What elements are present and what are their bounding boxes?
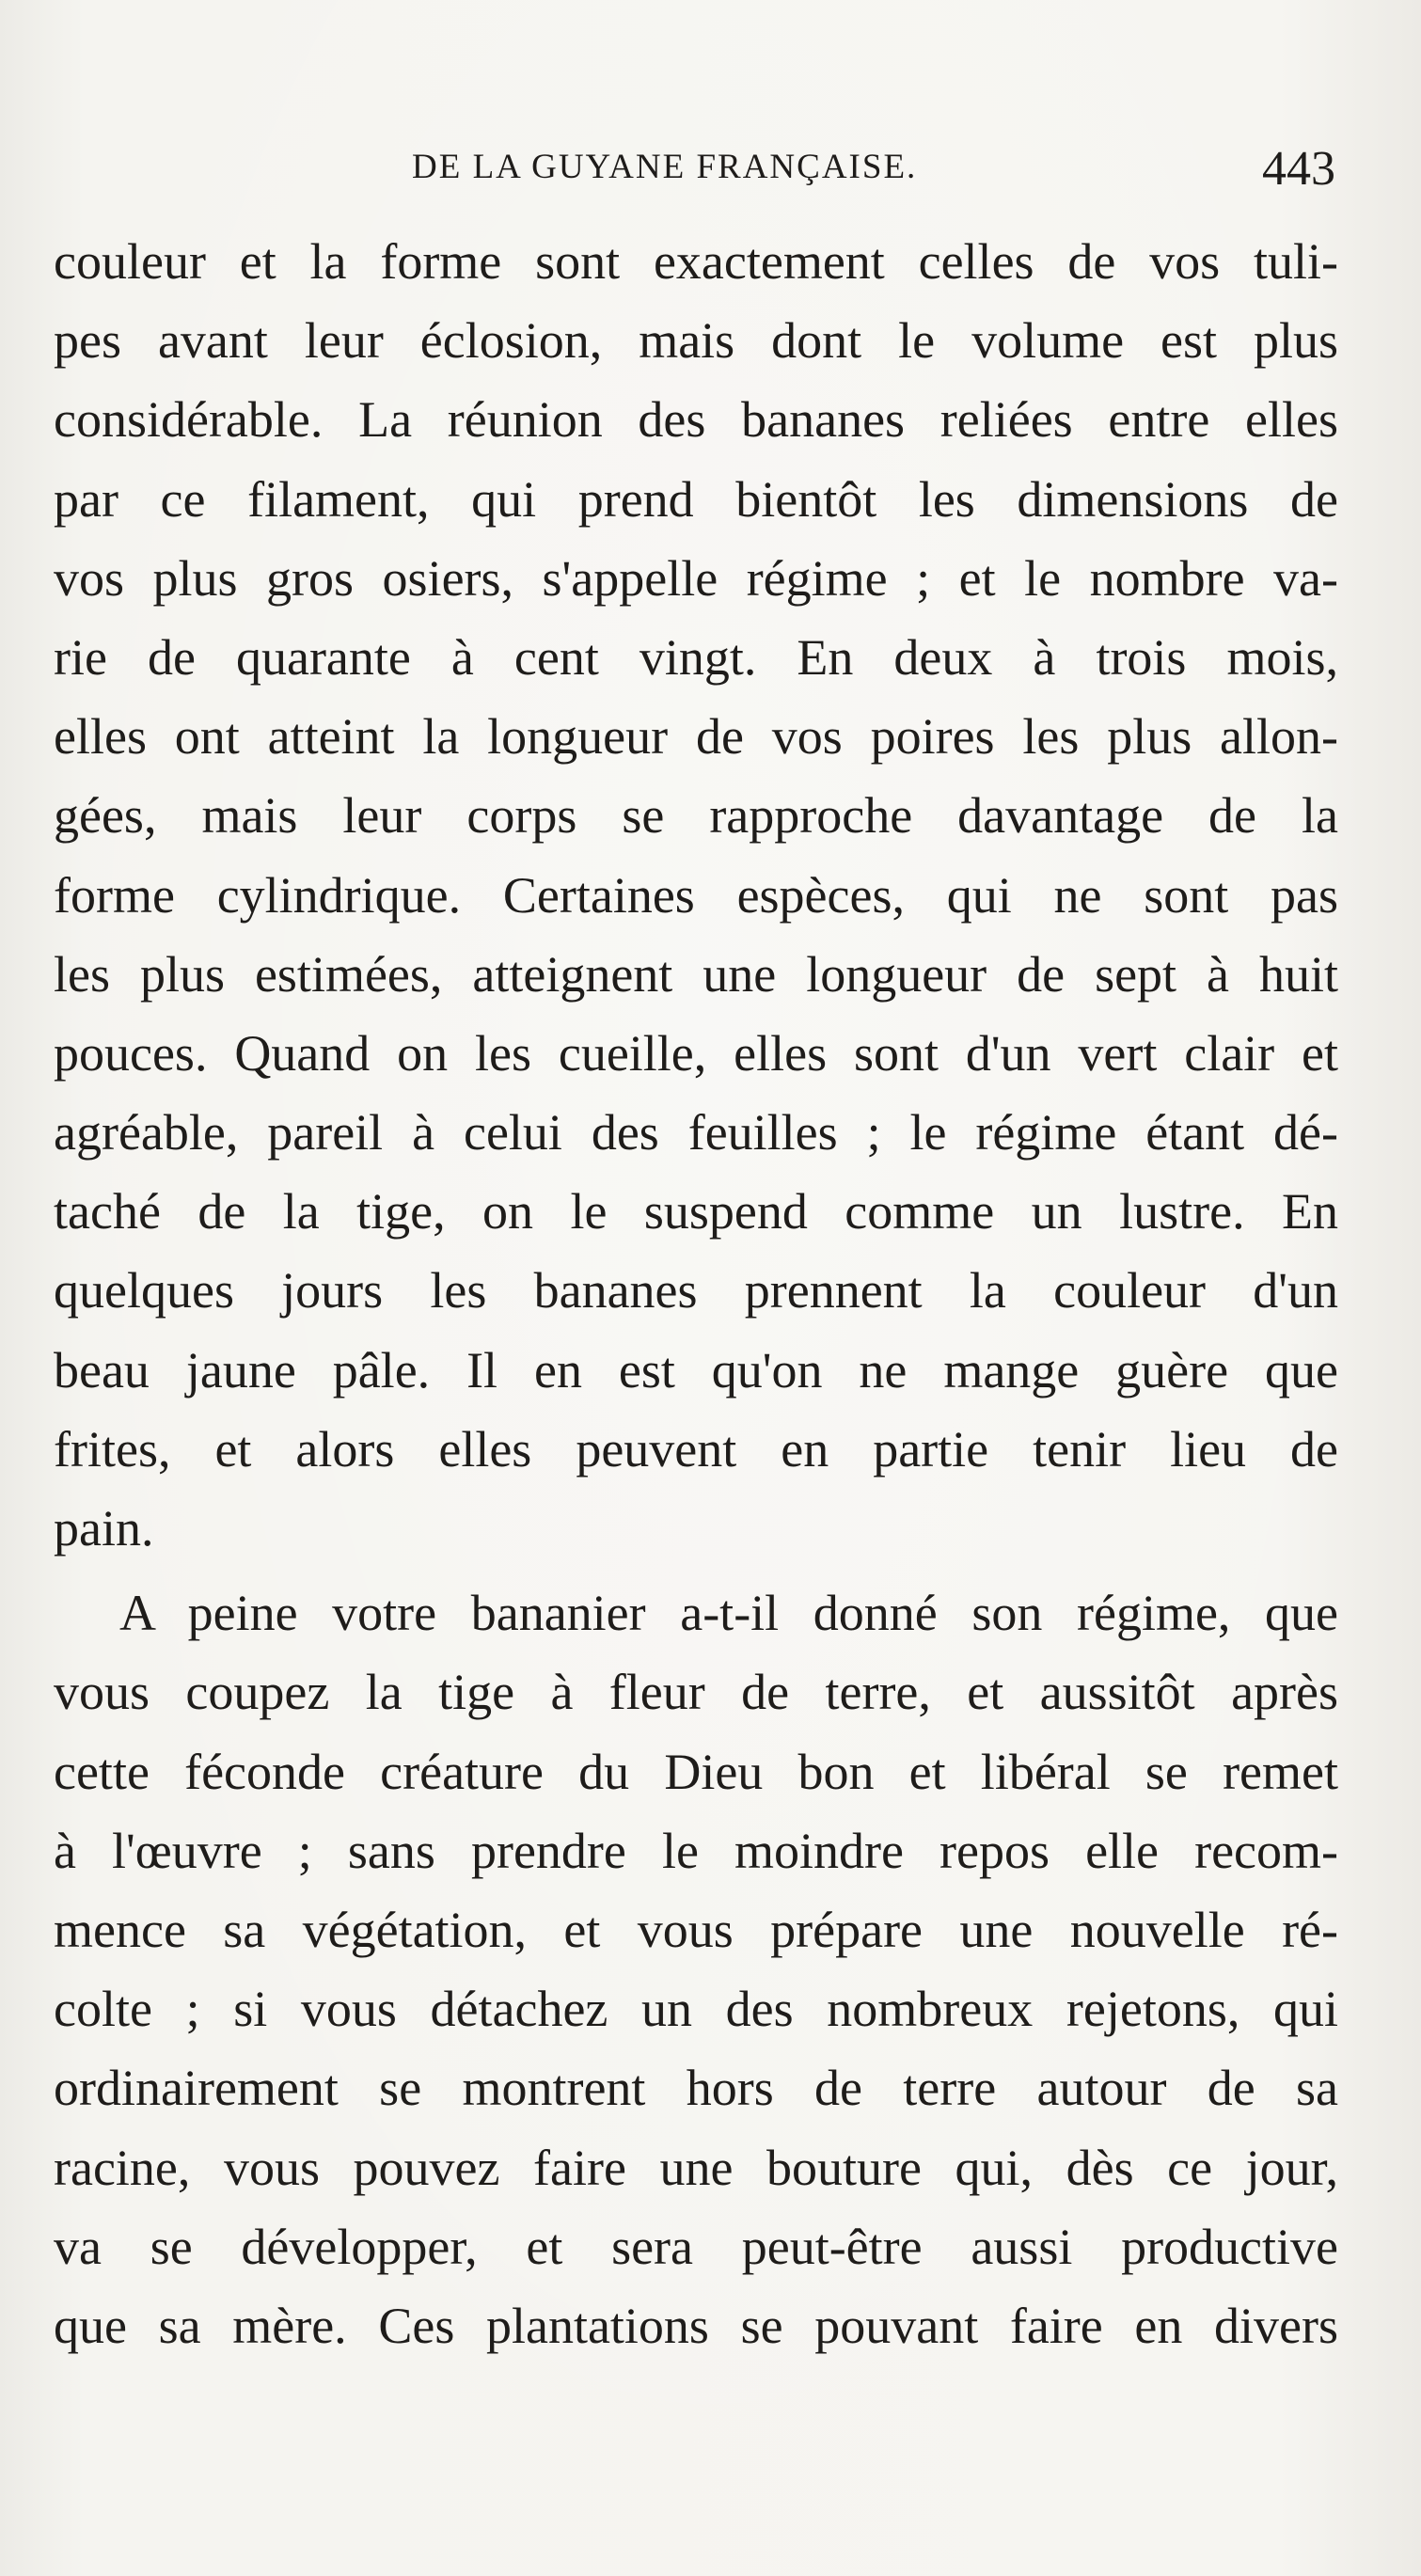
text-line: que sa mère. Ces plantations se pouvant faire en divers — [54, 2297, 1338, 2354]
text-line: va se développer, et sera peut-être aussi productive — [54, 2218, 1338, 2275]
text-line: frites, et alors elles peuvent en partie tenir lieu de — [54, 1420, 1338, 1478]
text-line: rie de quarante à cent vingt. En deux à trois mois, — [54, 628, 1338, 686]
text-line: pouces. Quand on les cueille, elles sont d'un vert clair et — [54, 1024, 1338, 1082]
text-line: elles ont atteint la longueur de vos poires les plus allon- — [54, 708, 1338, 766]
text-line: taché de la tige, on le suspend comme un lustre. En — [54, 1183, 1338, 1241]
text-line: beau jaune pâle. Il en est qu'on ne mange guère que — [54, 1341, 1338, 1399]
text-line: quelques jours les bananes prennent la couleur d'un — [54, 1262, 1338, 1320]
text-line: pain. — [54, 1500, 154, 1557]
text-line: A peine votre bananier a-t-il donné son régime, que — [119, 1585, 1338, 1642]
text-line: par ce filament, qui prend bientôt les dimensions de — [54, 470, 1338, 528]
text-line: à l'œuvre ; sans prendre le moindre repos elle recom- — [54, 1822, 1338, 1879]
text-line: vous coupez la tige à fleur de terre, et aussitôt après — [54, 1664, 1338, 1721]
running-head — [56, 141, 1335, 198]
text-line: cette féconde créature du Dieu bon et libéral se remet — [54, 1743, 1338, 1800]
text-line: pes avant leur éclosion, mais dont le volume est plus — [54, 312, 1338, 370]
paragraph-2 — [54, 1573, 1338, 2365]
text-line: forme cylindrique. Certaines espèces, qui ne sont pas — [54, 866, 1338, 924]
text-line: racine, vous pouvez faire une bouture qui, dès ce jour, — [54, 2139, 1338, 2196]
text-line: agréable, pareil à celui des feuilles ; le régime étant dé- — [54, 1104, 1338, 1162]
text-line: couleur et la forme sont exactement celles de vos tuli- — [54, 233, 1338, 290]
text-line: vos plus gros osiers, s'appelle régime ; et le nombre va- — [54, 549, 1338, 607]
paragraph-1 — [54, 222, 1338, 1568]
text-line: ordinairement se montrent hors de terre autour de sa — [54, 2060, 1338, 2117]
text-line: les plus estimées, atteignent une longueur de sept à huit — [54, 945, 1338, 1003]
text-line: mence sa végétation, et vous prépare une nouvelle ré- — [54, 1901, 1338, 1958]
body-text — [54, 222, 1338, 2365]
page-number: 443 — [1262, 142, 1335, 196]
running-title: DE LA GUYANE FRANÇAISE. — [412, 148, 918, 186]
text-line: colte ; si vous détachez un des nombreux rejetons, qui — [54, 1981, 1338, 2038]
text-line: considérable. La réunion des bananes reliées entre elles — [54, 391, 1338, 449]
text-line: gées, mais leur corps se rapproche davantage de la — [54, 787, 1338, 845]
